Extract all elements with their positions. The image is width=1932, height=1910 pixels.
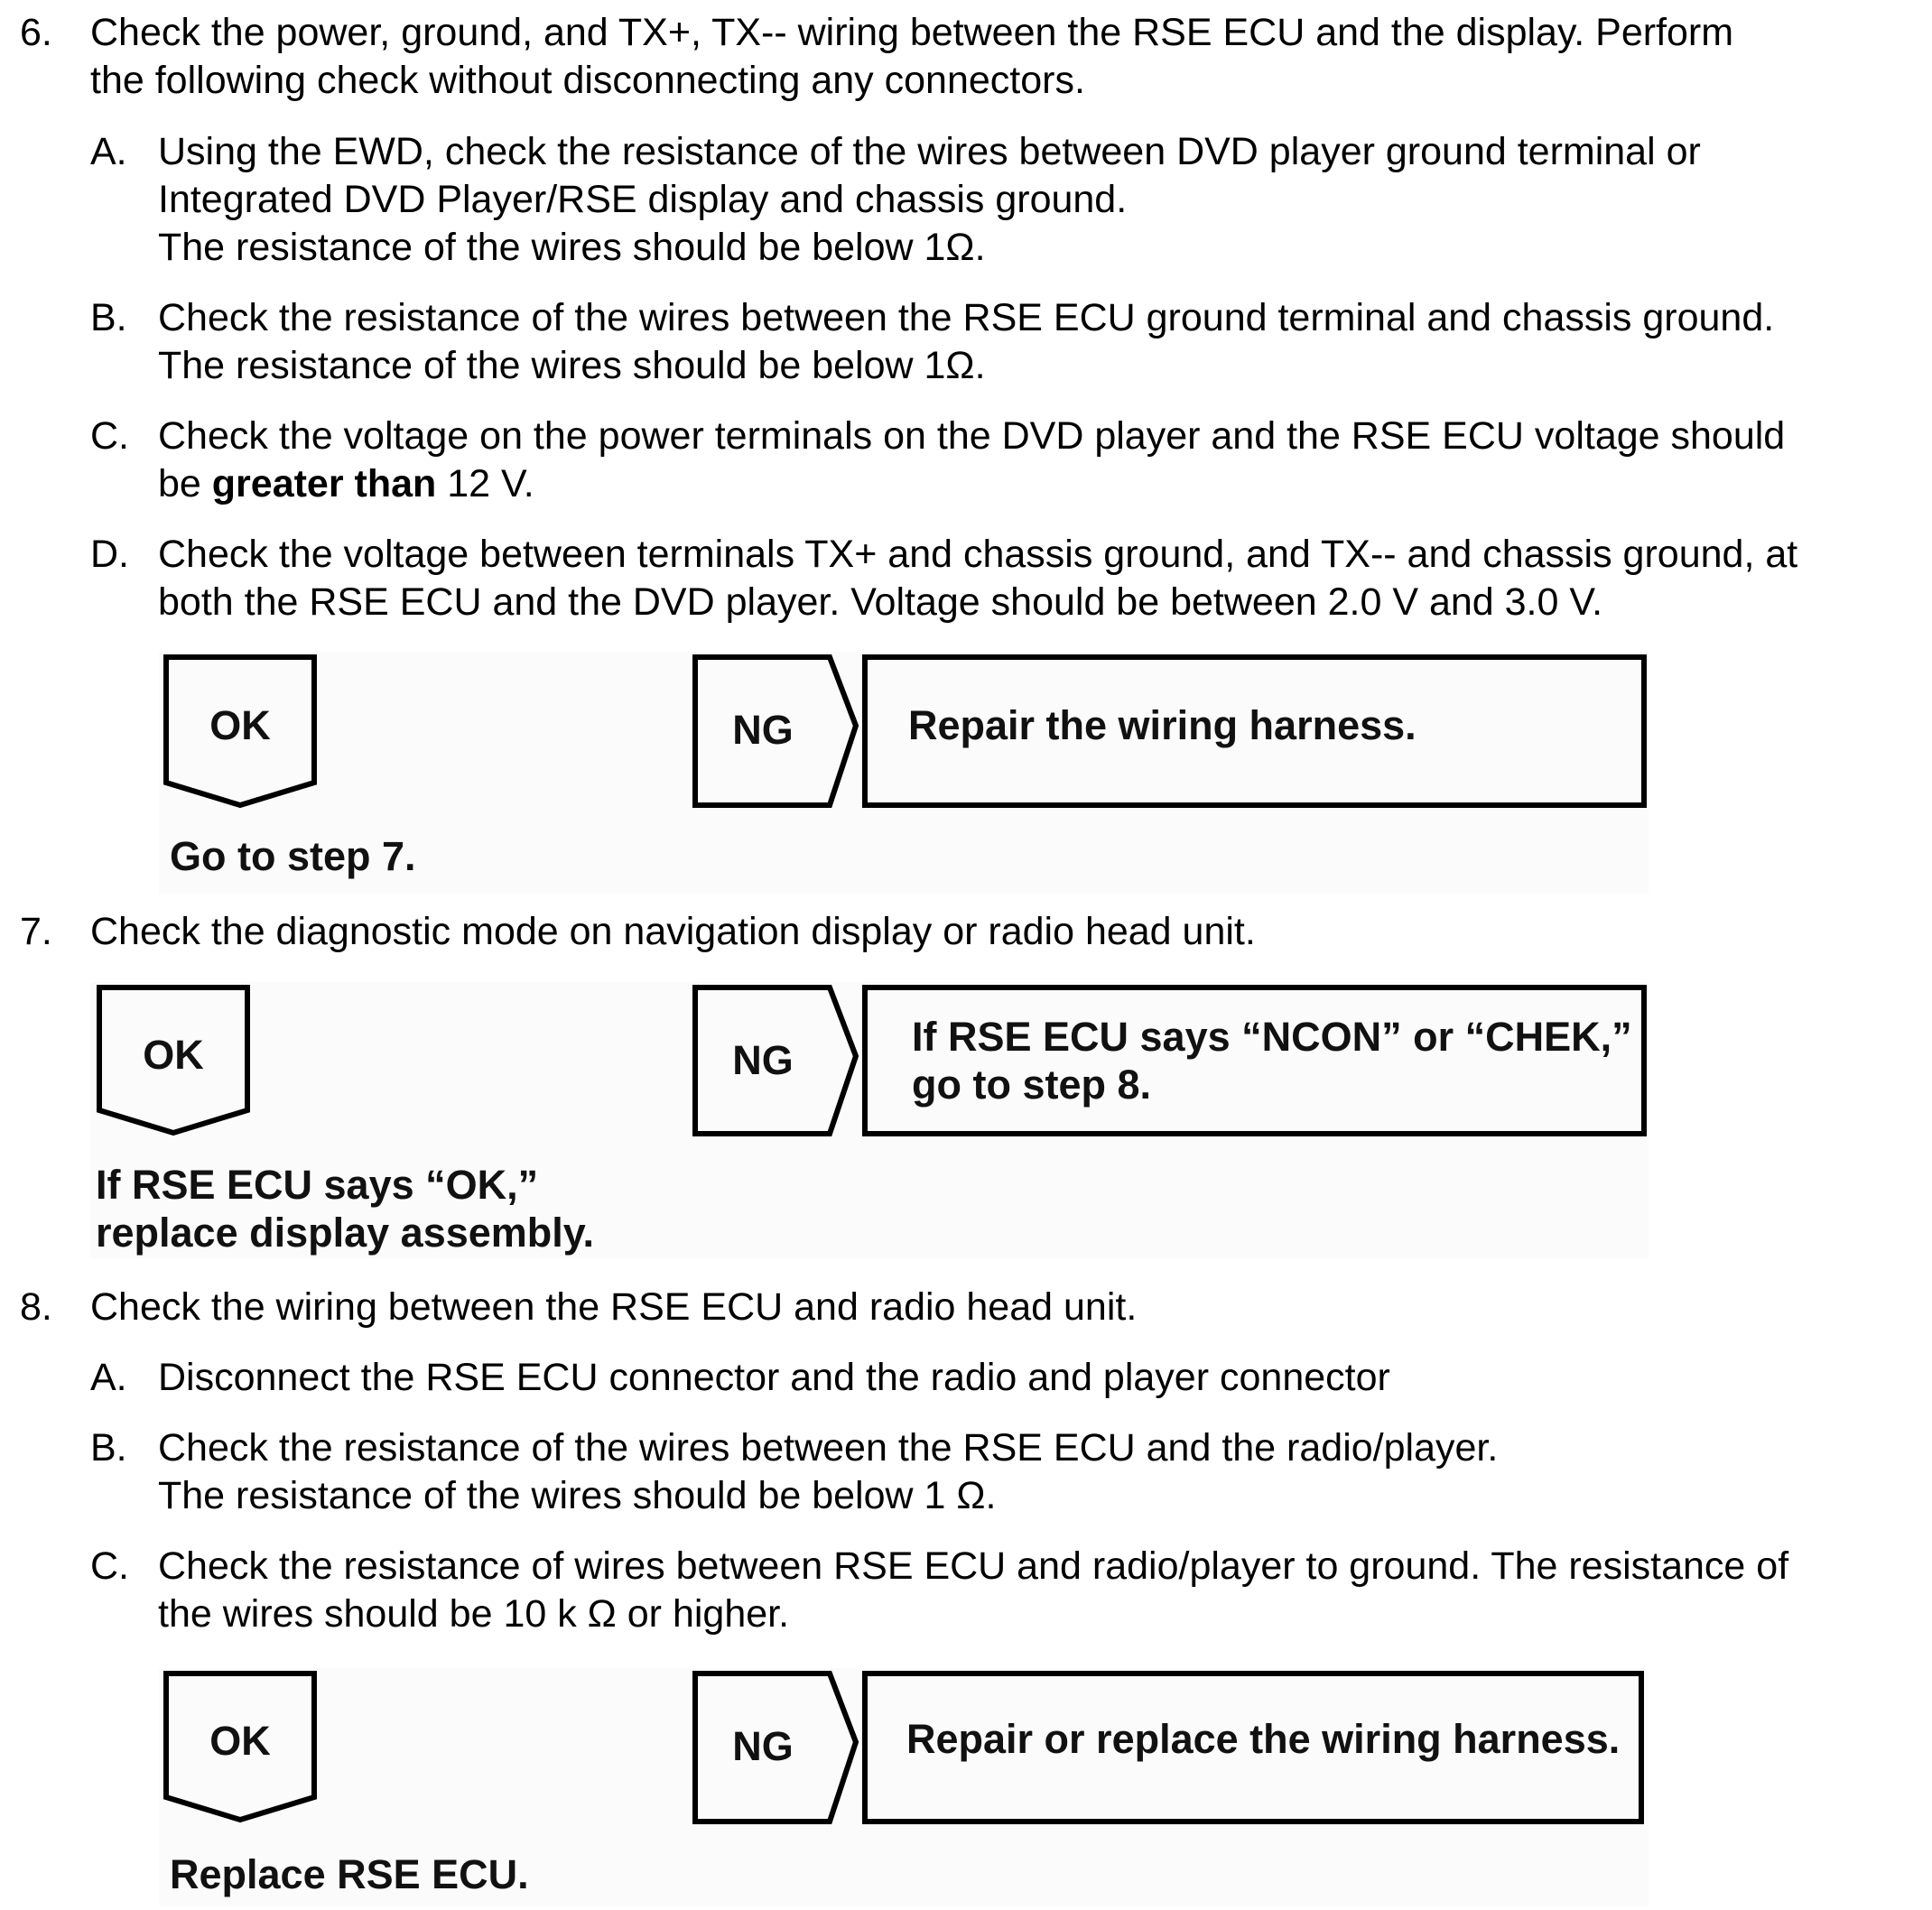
- item-text: Check the voltage between terminals TX+ and chassis ground, and TX-- and chassis ground, at: [158, 533, 1798, 576]
- step-text: Check the power, ground, and TX+, TX-- wiring between the RSE ECU and the display. Perform: [90, 11, 1734, 54]
- ok-result: Go to step 7.: [170, 833, 416, 879]
- item-text: Disconnect the RSE ECU connector and the radio and player connector: [158, 1356, 1390, 1399]
- item-marker: D.: [90, 533, 129, 576]
- item-marker: B.: [90, 1426, 127, 1470]
- ng-result-line: If RSE ECU says “NCON” or “CHEK,”: [912, 1014, 1632, 1060]
- item-text: Check the voltage on the power terminals on the DVD player and the RSE ECU voltage should: [158, 414, 1786, 458]
- item-marker: A.: [90, 1356, 127, 1399]
- ng-label: NG: [732, 1037, 794, 1083]
- ok-result-line: replace display assembly.: [96, 1210, 594, 1256]
- item-text: Integrated DVD Player/RSE display and chassis ground.: [158, 178, 1128, 221]
- ng-result-line: go to step 8.: [912, 1062, 1152, 1108]
- item-text: The resistance of the wires should be below 1Ω.: [158, 344, 986, 387]
- item-marker: C.: [90, 414, 129, 458]
- ok-label: OK: [209, 702, 271, 748]
- ok-result-line: If RSE ECU says “OK,”: [96, 1162, 539, 1208]
- ng-label: NG: [732, 1723, 794, 1769]
- ng-result: Repair or replace the wiring harness.: [906, 1716, 1621, 1762]
- step-number: 8.: [20, 1285, 52, 1329]
- ng-label: NG: [732, 707, 794, 753]
- item-text: Check the resistance of wires between RSE ECU and radio/player to ground. The resistance of: [158, 1544, 1789, 1588]
- item-text: The resistance of the wires should be below 1 Ω.: [158, 1474, 997, 1517]
- item-marker: C.: [90, 1544, 129, 1588]
- item-text: the wires should be 10 k Ω or higher.: [158, 1592, 790, 1636]
- item-text: Check the resistance of the wires between the RSE ECU ground terminal and chassis ground.: [158, 296, 1775, 339]
- step-text: Check the diagnostic mode on navigation display or radio head unit.: [90, 910, 1256, 953]
- step-number: 6.: [20, 11, 52, 54]
- item-text: both the RSE ECU and the DVD player. Voltage should be between 2.0 V and 3.0 V.: [158, 580, 1603, 624]
- step-text: the following check without disconnecting any connectors.: [90, 59, 1085, 102]
- item-text: Using the EWD, check the resistance of the wires between DVD player ground terminal or: [158, 130, 1701, 173]
- item-marker: A.: [90, 130, 127, 173]
- ok-label: OK: [209, 1718, 271, 1764]
- flowchart-step-8: [159, 1668, 1649, 1906]
- item-text: The resistance of the wires should be below 1Ω.: [158, 226, 986, 269]
- ok-result: Replace RSE ECU.: [170, 1851, 529, 1897]
- ok-label: OK: [143, 1032, 204, 1078]
- item-text: Check the resistance of the wires between the RSE ECU and the radio/player.: [158, 1426, 1499, 1470]
- flowchart-step-7: [90, 982, 1649, 1258]
- item-text: be greater than 12 V.: [158, 462, 534, 505]
- step-text: Check the wiring between the RSE ECU and radio head unit.: [90, 1285, 1138, 1329]
- flowchart-step-6: [159, 652, 1649, 894]
- emphasis: greater than: [211, 462, 437, 505]
- step-number: 7.: [20, 910, 52, 953]
- ng-result: Repair the wiring harness.: [908, 702, 1416, 748]
- item-marker: B.: [90, 296, 127, 339]
